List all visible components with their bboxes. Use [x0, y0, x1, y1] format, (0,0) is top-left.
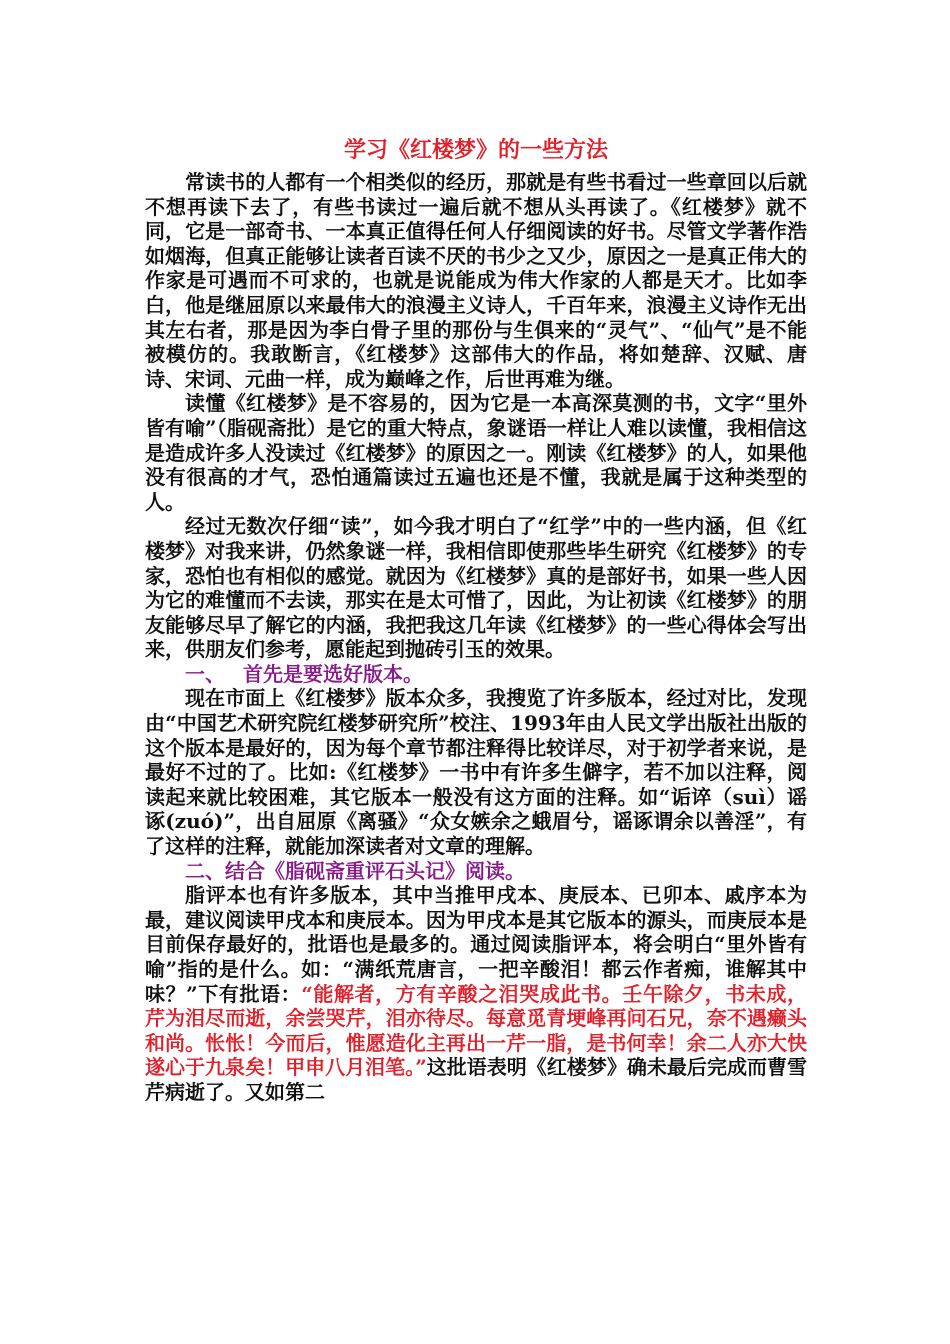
- section-2-body-after: 这批语表明《红楼梦》确未最后完成而曹雪芹病逝了。又如第二: [145, 1055, 807, 1104]
- section-1-heading-text: 首先是要选好版本。: [243, 661, 423, 686]
- section-2-body: [145, 883, 807, 1104]
- section-1-body: 现在市面上《红楼梦》版本众多，我搜览了许多版本，经过对比，发现由“中国艺术研究院红楼梦研究所”校注、1993年由人民文学出版社出版的这个版本是最好的，因为每个章节都注释得比较详尽，对于初学者来说，是最好不过的了。比如:《红楼梦》一书中有许多生僻字，若不加以注释，阅读起来就比较困难，其它版本一般没有这方面的注释。如“诟谇（suì）谣诼(zuó)”，出自屈原《离骚》“众女嫉余之蛾眉兮，谣诼谓余以善淫”，有了这样的注释，就能加深读者对文章的理解。: [145, 686, 807, 859]
- section-2-heading: 二、结合《脂砚斋重评石头记》阅读。: [185, 858, 525, 883]
- paragraph-1: 常读书的人都有一个相类似的经历，那就是有些书看过一些章回以后就不想再读下去了，有些书读过一遍后就不想从头再读了。《红楼梦》就不同，它是一部奇书、一本真正值得任何人仔细阅读的好书。尽管文学著作浩如烟海，但真正能够让读者百读不厌的书少之又少，原因之一是真正伟大的作家是可遇而不可求的，也就是说能成为伟大作家的人都是天才。比如李白，他是继屈原以来最伟大的浪漫主义诗人，千百年来，浪漫主义诗作无出其左右者，那是因为李白骨子里的那份与生俱来的“灵气”、“仙气”是不能被模仿的。我敢断言，《红楼梦》这部伟大的作品，将如楚辞、汉赋、唐诗、宋词、元曲一样，成为巅峰之作，后世再难为继。: [145, 170, 807, 391]
- section-1-heading: [145, 662, 807, 687]
- paragraph-2: 读懂《红楼梦》是不容易的，因为它是一本高深莫测的书，文字“里外皆有喻”（脂砚斋批）是它的重大特点，象谜语一样让人难以读懂，我相信这是造成许多人没读过《红楼梦》的原因之一。刚读《红楼梦》的人，如果他没有很高的才气，恐怕通篇读过五遍也还是不懂，我就是属于这种类型的人。: [145, 391, 807, 514]
- document-page: [145, 130, 807, 1105]
- document-title: 学习《红楼梦》的一些方法: [343, 137, 608, 163]
- section-1-number: 一、: [185, 661, 225, 686]
- section-2-body-before: 脂评本也有许多版本，其中当推甲戌本、庚辰本、已卯本、戚序本为最，建议阅读甲戌本和庚辰本。因为甲戌本是其它版本的源头，而庚辰本是目前保存最好的，批语也是最多的。通过阅读脂评本，将会明白“里外皆有喻”指的是什么。如：“满纸荒唐言，一把辛酸泪！都云作者痴，谁解其中味？”下有批语：: [145, 883, 807, 1006]
- paragraph-3: 经过无数次仔细“读”，如今我才明白了“红学”中的一些内涵，但《红楼梦》对我来讲，仍然象谜一样，我相信即使那些毕生研究《红楼梦》的专家，恐怕也有相似的感觉。就因为《红楼梦》真的是部好书，如果一些人因为它的难懂而不去读，那实在是太可惜了，因此，为让初读《红楼梦》的朋友能够尽早了解它的内涵，我把我这几年读《红楼梦》的一些心得体会写出来，供朋友们参考，愿能起到抛砖引玉的效果。: [145, 514, 807, 662]
- section-2-quote: “能解者，方有辛酸之泪哭成此书。壬午除夕，书未成，芹为泪尽而逝，余尝哭芹，泪亦待尽。每意觅青埂峰再问石兄，奈不遇癞头和尚。怅怅！今而后，惟愿造化主再出一芹一脂，是书何幸！余二人亦大快遂心于九泉矣！甲申八月泪笔。”: [145, 981, 807, 1080]
